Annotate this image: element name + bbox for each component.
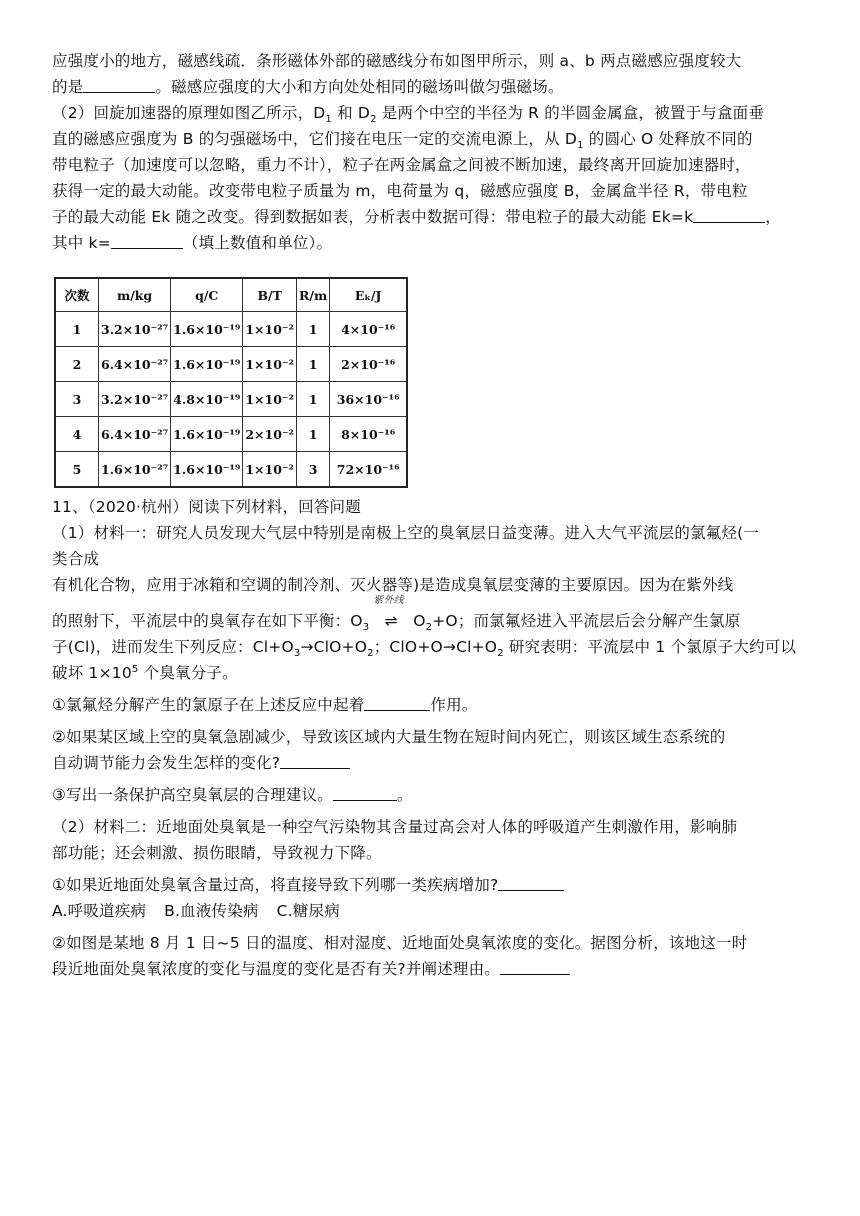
table-cell: 1 bbox=[296, 382, 329, 417]
table-cell: 5 bbox=[55, 452, 99, 488]
table-cell: 3 bbox=[55, 382, 99, 417]
table-cell: 1×10⁻² bbox=[243, 347, 297, 382]
table-cell: 1×10⁻² bbox=[243, 312, 297, 347]
arrow-icon: ⇌ bbox=[384, 612, 398, 630]
text-line bbox=[52, 872, 812, 898]
subscript: 2 bbox=[367, 648, 374, 660]
answer-blank[interactable] bbox=[280, 752, 350, 769]
text: 个臭氧分子。 bbox=[138, 664, 238, 682]
text-line bbox=[52, 750, 812, 776]
text-line bbox=[52, 74, 812, 100]
document-page bbox=[52, 48, 812, 256]
text-line bbox=[52, 100, 812, 126]
table-cell: 2×10⁻¹⁶ bbox=[330, 347, 408, 382]
table-cell: 1.6×10⁻¹⁹ bbox=[171, 417, 243, 452]
table-cell: 1.6×10⁻²⁷ bbox=[99, 452, 171, 488]
text: O bbox=[413, 612, 426, 630]
option-a[interactable]: A.呼吸道疾病 bbox=[52, 902, 147, 920]
text: 是两个中空的半径为 R 的半圆金属盒，被置于与盒面垂 bbox=[376, 104, 765, 122]
table-cell: 4×10⁻¹⁶ bbox=[330, 312, 408, 347]
text: 获得一定的最大动能。改变带电粒子质量为 m，电荷量为 q，磁感应强度 B，金属盒半径 R，带电粒 bbox=[52, 182, 748, 200]
text: 其中 k= bbox=[52, 234, 111, 252]
text-line bbox=[52, 840, 812, 866]
text-line bbox=[52, 692, 812, 718]
text: （2）回旋加速器的原理如图乙所示，D bbox=[52, 104, 326, 122]
options-line bbox=[52, 898, 812, 924]
text: 段近地面处臭氧浓度的变化与温度的变化是否有关?并阐述理由。 bbox=[52, 960, 501, 978]
text: ， bbox=[765, 208, 781, 226]
table-row bbox=[55, 347, 407, 382]
table-cell: 4 bbox=[55, 417, 99, 452]
table-cell: 1.6×10⁻¹⁹ bbox=[171, 312, 243, 347]
text: 11、（2020·杭州）阅读下列材料，回答问题 bbox=[52, 498, 361, 516]
text-line bbox=[52, 956, 812, 982]
table-header: q/C bbox=[171, 278, 243, 312]
table-cell: 1 bbox=[296, 347, 329, 382]
text: 研究表明：平流层中 1 个氯原子大约可以 bbox=[503, 638, 797, 656]
text-line bbox=[52, 660, 812, 686]
table-cell: 3.2×10⁻²⁷ bbox=[99, 312, 171, 347]
answer-blank[interactable] bbox=[364, 694, 430, 711]
text: ①氯氟烃分解产生的氯原子在上述反应中起着 bbox=[52, 696, 365, 714]
answer-blank[interactable] bbox=[111, 232, 183, 249]
table-cell: 1 bbox=[296, 312, 329, 347]
table-row bbox=[55, 452, 407, 488]
text: ③写出一条保护高空臭氧层的合理建议。 bbox=[52, 786, 333, 804]
text: 破坏 1×10 bbox=[52, 664, 132, 682]
subscript: 1 bbox=[325, 114, 332, 126]
table-row bbox=[55, 382, 407, 417]
text-line bbox=[52, 126, 812, 152]
table-header: Eₖ/J bbox=[330, 278, 408, 312]
text-line bbox=[52, 930, 812, 956]
text: 作用。 bbox=[430, 696, 478, 714]
subscript: 2 bbox=[425, 622, 433, 634]
superscript: 5 bbox=[131, 663, 139, 675]
table-cell: 8×10⁻¹⁶ bbox=[330, 417, 408, 452]
uv-label: 紫外线 bbox=[373, 595, 404, 606]
table-cell: 1×10⁻² bbox=[243, 452, 297, 488]
text-line bbox=[52, 204, 812, 230]
table-cell: 1.6×10⁻¹⁹ bbox=[171, 452, 243, 488]
table-cell: 1×10⁻² bbox=[243, 382, 297, 417]
text: 和 D bbox=[331, 104, 371, 122]
text: ；ClO+O→Cl+O bbox=[373, 638, 498, 656]
text-line bbox=[52, 178, 812, 204]
text-line bbox=[52, 724, 812, 750]
text: 的圆心 O 处释放不同的 bbox=[583, 130, 753, 148]
table-header: 次数 bbox=[55, 278, 99, 312]
text: 。磁感应强度的大小和方向处处相同的磁场叫做匀强磁场。 bbox=[155, 78, 564, 96]
subscript: 3 bbox=[293, 648, 301, 660]
question-title bbox=[52, 494, 812, 520]
subscript: 3 bbox=[362, 622, 370, 634]
text: 子(Cl)，进而发生下列反应：Cl+O bbox=[52, 638, 294, 656]
text: ②如图是某地 8 月 1 日~5 日的温度、相对湿度、近地面处臭氧浓度的变化。据图分析，该地这一时 bbox=[52, 934, 748, 952]
text-line bbox=[52, 48, 812, 74]
table-cell: 2×10⁻² bbox=[243, 417, 297, 452]
table-cell: 4.8×10⁻¹⁹ bbox=[171, 382, 243, 417]
text-line bbox=[52, 814, 812, 840]
text: 直的磁感应强度为 B 的匀强磁场中，它们接在电压一定的交流电源上，从 D bbox=[52, 130, 578, 148]
text-line bbox=[52, 634, 812, 660]
answer-blank[interactable] bbox=[498, 874, 564, 891]
table-header-row bbox=[55, 278, 407, 312]
text: 的是 bbox=[52, 78, 84, 96]
text-line bbox=[52, 572, 812, 598]
text: →ClO+O bbox=[300, 638, 368, 656]
equilibrium-arrow bbox=[369, 595, 413, 638]
table-row bbox=[55, 312, 407, 347]
text: +O；而氯氟烃进入平流层后会分解产生氯原 bbox=[432, 612, 741, 630]
data-table bbox=[54, 277, 408, 488]
text: 。 bbox=[397, 786, 413, 804]
table-cell: 6.4×10⁻²⁷ bbox=[99, 347, 171, 382]
table-cell: 1.6×10⁻¹⁹ bbox=[171, 347, 243, 382]
subscript: 1 bbox=[577, 140, 584, 152]
subscript: 2 bbox=[497, 648, 504, 660]
text: ①如果近地面处臭氧含量过高，将直接导致下列哪一类疾病增加? bbox=[52, 876, 499, 894]
text: 子的最大动能 Ek 随之改变。得到数据如表，分析表中数据可得：带电粒子的最大动能 Ek=k bbox=[52, 208, 694, 226]
text-line bbox=[52, 230, 812, 256]
text: 带电粒子（加速度可以忽略，重力不计），粒子在两金属盒之间被不断加速，最终离开回旋加速器时， bbox=[52, 156, 751, 174]
text: 类合成 bbox=[52, 550, 100, 568]
text: 的照射下，平流层中的臭氧存在如下平衡：O bbox=[52, 612, 363, 630]
text: 自动调节能力会发生怎样的变化? bbox=[52, 754, 281, 772]
table-cell: 6.4×10⁻²⁷ bbox=[99, 417, 171, 452]
answer-blank[interactable] bbox=[693, 206, 765, 223]
table-header: R/m bbox=[296, 278, 329, 312]
table-cell: 1 bbox=[296, 417, 329, 452]
option-b[interactable]: B.血液传染病 bbox=[164, 902, 259, 920]
table-header: m/kg bbox=[99, 278, 171, 312]
table-cell: 1 bbox=[55, 312, 99, 347]
text-line bbox=[52, 520, 812, 546]
text-line bbox=[52, 782, 812, 808]
question-11 bbox=[52, 494, 812, 982]
table-cell: 2 bbox=[55, 347, 99, 382]
text: ②如果某区域上空的臭氧急剧减少，导致该区域内大量生物在短时间内死亡，则该区域生态系统的 bbox=[52, 728, 726, 746]
answer-blank[interactable] bbox=[500, 958, 570, 975]
answer-blank[interactable] bbox=[333, 784, 397, 801]
text: 应强度小的地方，磁感线疏．条形磁体外部的磁感线分布如图甲所示，则 a、b 两点磁感应强度较大 bbox=[52, 52, 742, 70]
table-row bbox=[55, 417, 407, 452]
text-line bbox=[52, 546, 812, 572]
text: 有机化合物，应用于冰箱和空调的制冷剂、灭火器等)是造成臭氧层变薄的主要原因。因为在紫外线 bbox=[52, 576, 734, 594]
table-cell: 36×10⁻¹⁶ bbox=[330, 382, 408, 417]
subscript: 2 bbox=[370, 114, 377, 126]
option-c[interactable]: C.糖尿病 bbox=[276, 902, 340, 920]
text: （1）材料一：研究人员发现大气层中特别是南极上空的臭氧层日益变薄。进入大气平流层的氯氟烃(一 bbox=[52, 524, 760, 542]
table-header: B/T bbox=[243, 278, 297, 312]
text: （2）材料二：近地面处臭氧是一种空气污染物其含量过高会对人体的呼吸道产生刺激作用，影响肺 bbox=[52, 818, 738, 836]
table-cell: 72×10⁻¹⁶ bbox=[330, 452, 408, 488]
text-line bbox=[52, 595, 812, 634]
text: （填上数值和单位）。 bbox=[182, 234, 333, 252]
table-cell: 3.2×10⁻²⁷ bbox=[99, 382, 171, 417]
table-cell: 3 bbox=[296, 452, 329, 488]
answer-blank[interactable] bbox=[83, 76, 155, 93]
text-line bbox=[52, 152, 812, 178]
text: 部功能；还会刺激、损伤眼睛，导致视力下降。 bbox=[52, 844, 382, 862]
